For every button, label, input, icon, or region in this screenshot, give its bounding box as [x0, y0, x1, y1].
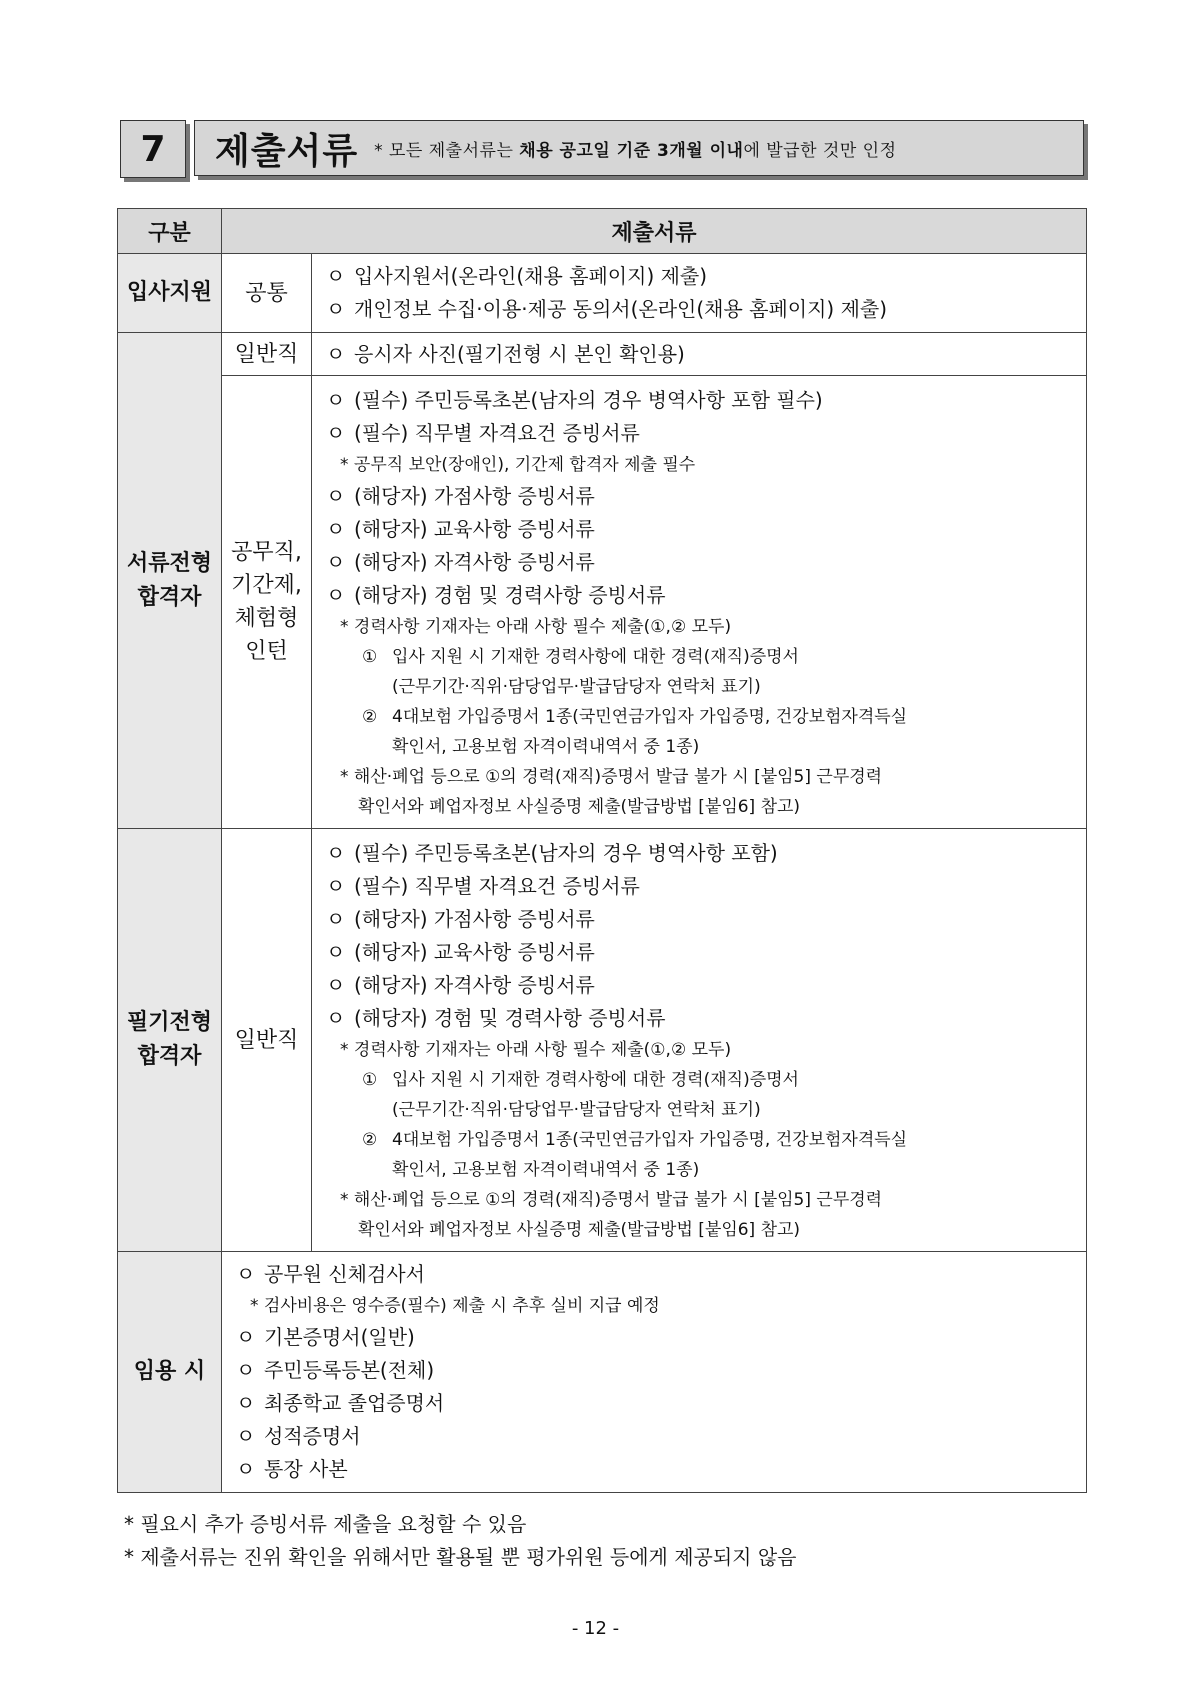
bullet-icon: ㅇ	[326, 973, 346, 997]
page-number: - 12 -	[571, 1618, 620, 1639]
table-row	[118, 376, 1087, 829]
continuation-text: (근무기간·직위·담당업무·발급담당자 연락처 표기)	[392, 677, 761, 697]
table-row	[118, 333, 1087, 376]
bullet-icon: ㅇ	[326, 421, 346, 445]
documents-table	[117, 208, 1087, 1493]
section-note-prefix: * 모든 제출서류는	[374, 140, 520, 161]
section-title: 제출서류	[215, 130, 359, 172]
apply-documents	[312, 254, 1087, 333]
continuation-text: 확인서와 폐업자정보 사실증명 제출(발급방법 [붙임6] 참고)	[358, 1220, 801, 1240]
sub-contract-intern	[222, 376, 312, 829]
doc-pass-general-documents	[312, 333, 1087, 376]
section-number: 7	[120, 120, 186, 178]
item-text: (해당자) 경험 및 경력사항 증빙서류	[354, 1006, 666, 1030]
item-text: (해당자) 가점사항 증빙서류	[354, 484, 595, 508]
list-item	[326, 579, 1086, 612]
note-text: * 경력사항 기재자는 아래 사항 필수 제출(①,② 모두)	[340, 1040, 732, 1060]
item-text: 주민등록등본(전체)	[264, 1358, 435, 1382]
table-header-row	[118, 209, 1087, 254]
item-text: 개인정보 수집·이용·제공 동의서(온라인(채용 홈페이지) 제출)	[354, 297, 888, 321]
note-text: * 검사비용은 영수증(필수) 제출 시 추후 실비 지급 예정	[250, 1296, 660, 1316]
list-item	[326, 1002, 1086, 1035]
sub-line: 기간제,	[231, 573, 302, 598]
table-row	[118, 254, 1087, 333]
item-text: (필수) 직무별 자격요건 증빙서류	[354, 421, 640, 445]
numbered-item	[326, 1125, 1086, 1155]
item-text: 통장 사본	[264, 1457, 348, 1481]
note-text: * 해산·폐업 등으로 ①의 경력(재직)증명서 발급 불가 시 [붙임5] 근무경력	[340, 767, 883, 787]
list-item	[326, 870, 1086, 903]
list-item	[326, 969, 1086, 1002]
sub-general: 일반직	[222, 829, 312, 1252]
sub-line: 공무직,	[231, 540, 302, 565]
footnotes	[124, 1508, 797, 1574]
category-line: 합격자	[137, 584, 202, 610]
list-item	[326, 936, 1086, 969]
list-item	[236, 1453, 1086, 1486]
section-note-suffix: 에 발급한 것만 인정	[743, 140, 897, 161]
bullet-icon: ㅇ	[326, 517, 346, 541]
bullet-icon: ㅇ	[326, 940, 346, 964]
section-note-emphasis: 채용 공고일 기준 3개월 이내	[519, 140, 744, 161]
bullet-icon: ㅇ	[326, 388, 346, 412]
bullet-icon: ㅇ	[236, 1457, 256, 1481]
written-pass-documents	[312, 829, 1087, 1252]
category-document-pass	[118, 333, 222, 829]
section-header-bar	[194, 120, 1084, 176]
note-text: * 공무직 보안(장애인), 기간제 합격자 제출 필수	[340, 455, 696, 475]
bullet-icon: ㅇ	[326, 484, 346, 508]
category-appointment: 임용 시	[118, 1252, 222, 1493]
sub-general: 일반직	[222, 333, 312, 376]
item-text: 기본증명서(일반)	[264, 1325, 415, 1349]
sub-line: 체험형	[234, 606, 299, 631]
numbered-item	[326, 642, 1086, 672]
category-line: 합격자	[137, 1044, 202, 1069]
item-text: 입사 지원 시 기재한 경력사항에 대한 경력(재직)증명서	[392, 1070, 799, 1090]
list-item	[326, 837, 1086, 870]
item-text: 입사 지원 시 기재한 경력사항에 대한 경력(재직)증명서	[392, 647, 799, 667]
table-row	[118, 829, 1087, 1252]
category-apply: 입사지원	[118, 254, 222, 333]
item-text: 공무원 신체검사서	[264, 1262, 425, 1286]
item-text: 4대보험 가입증명서 1종(국민연금가입자 가입증명, 건강보험자격득실	[392, 707, 908, 727]
list-item	[326, 384, 1086, 417]
bullet-icon: ㅇ	[236, 1358, 256, 1382]
circled-number: ②	[362, 707, 378, 727]
item-text: (해당자) 교육사항 증빙서류	[354, 940, 595, 964]
circled-number: ①	[362, 1070, 378, 1090]
item-text: (필수) 직무별 자격요건 증빙서류	[354, 874, 640, 898]
bullet-icon: ㅇ	[326, 297, 346, 321]
category-line: 서류전형	[126, 550, 212, 576]
item-text: 응시자 사진(필기전형 시 본인 확인용)	[354, 341, 685, 366]
bullet-icon: ㅇ	[326, 341, 346, 366]
footnote: * 필요시 추가 증빙서류 제출을 요청할 수 있음	[124, 1512, 527, 1536]
note-text: * 해산·폐업 등으로 ①의 경력(재직)증명서 발급 불가 시 [붙임5] 근무경력	[340, 1190, 883, 1210]
item-text: 성적증명서	[264, 1424, 361, 1448]
bullet-icon: ㅇ	[236, 1391, 256, 1415]
item-text: (필수) 주민등록초본(남자의 경우 병역사항 포함 필수)	[354, 388, 823, 412]
header-category: 구분	[118, 209, 222, 254]
list-item	[326, 260, 1086, 293]
continuation-text: (근무기간·직위·담당업무·발급담당자 연락처 표기)	[392, 1100, 761, 1120]
numbered-item	[326, 1065, 1086, 1095]
item-text: (필수) 주민등록초본(남자의 경우 병역사항 포함)	[354, 841, 778, 865]
bullet-icon: ㅇ	[236, 1325, 256, 1349]
list-item	[326, 546, 1086, 579]
circled-number: ①	[362, 647, 378, 667]
bullet-icon: ㅇ	[326, 874, 346, 898]
bullet-icon: ㅇ	[326, 907, 346, 931]
header-documents: 제출서류	[222, 209, 1087, 254]
continuation-text: 확인서와 폐업자정보 사실증명 제출(발급방법 [붙임6] 참고)	[358, 797, 801, 817]
item-text: 4대보험 가입증명서 1종(국민연금가입자 가입증명, 건강보험자격득실	[392, 1130, 908, 1150]
numbered-item	[326, 702, 1086, 732]
list-item	[236, 1387, 1086, 1420]
category-written-pass	[118, 829, 222, 1252]
item-text: (해당자) 자격사항 증빙서류	[354, 550, 595, 574]
continuation-text: 확인서, 고용보험 자격이력내역서 중 1종)	[392, 737, 700, 757]
list-item	[326, 903, 1086, 936]
item-text: (해당자) 경험 및 경력사항 증빙서류	[354, 583, 666, 607]
note-text: * 경력사항 기재자는 아래 사항 필수 제출(①,② 모두)	[340, 617, 732, 637]
item-text: (해당자) 가점사항 증빙서류	[354, 907, 595, 931]
list-item	[326, 293, 1086, 326]
item-text: 입사지원서(온라인(채용 홈페이지) 제출)	[354, 264, 708, 288]
table-row	[118, 1252, 1087, 1493]
bullet-icon: ㅇ	[236, 1424, 256, 1448]
bullet-icon: ㅇ	[326, 583, 346, 607]
bullet-icon: ㅇ	[326, 264, 346, 288]
item-text: (해당자) 자격사항 증빙서류	[354, 973, 595, 997]
bullet-icon: ㅇ	[326, 550, 346, 574]
category-line: 필기전형	[126, 1010, 212, 1035]
bullet-icon: ㅇ	[326, 841, 346, 865]
section-note	[374, 136, 896, 161]
list-item	[236, 1321, 1086, 1354]
continuation-text: 확인서, 고용보험 자격이력내역서 중 1종)	[392, 1160, 700, 1180]
sub-line: 인턴	[245, 639, 288, 664]
list-item	[326, 338, 1086, 371]
bullet-icon: ㅇ	[326, 1006, 346, 1030]
item-text: 최종학교 졸업증명서	[264, 1391, 445, 1415]
sub-common: 공통	[222, 254, 312, 333]
list-item	[236, 1354, 1086, 1387]
list-item	[326, 417, 1086, 450]
circled-number: ②	[362, 1130, 378, 1150]
item-text: (해당자) 교육사항 증빙서류	[354, 517, 595, 541]
list-item	[326, 480, 1086, 513]
bullet-icon: ㅇ	[236, 1262, 256, 1286]
footnote: * 제출서류는 진위 확인을 위해서만 활용될 뿐 평가위원 등에게 제공되지 않음	[124, 1545, 797, 1569]
list-item	[236, 1420, 1086, 1453]
appointment-documents	[222, 1252, 1087, 1493]
list-item	[326, 513, 1086, 546]
list-item	[236, 1258, 1086, 1291]
doc-pass-other-documents	[312, 376, 1087, 829]
